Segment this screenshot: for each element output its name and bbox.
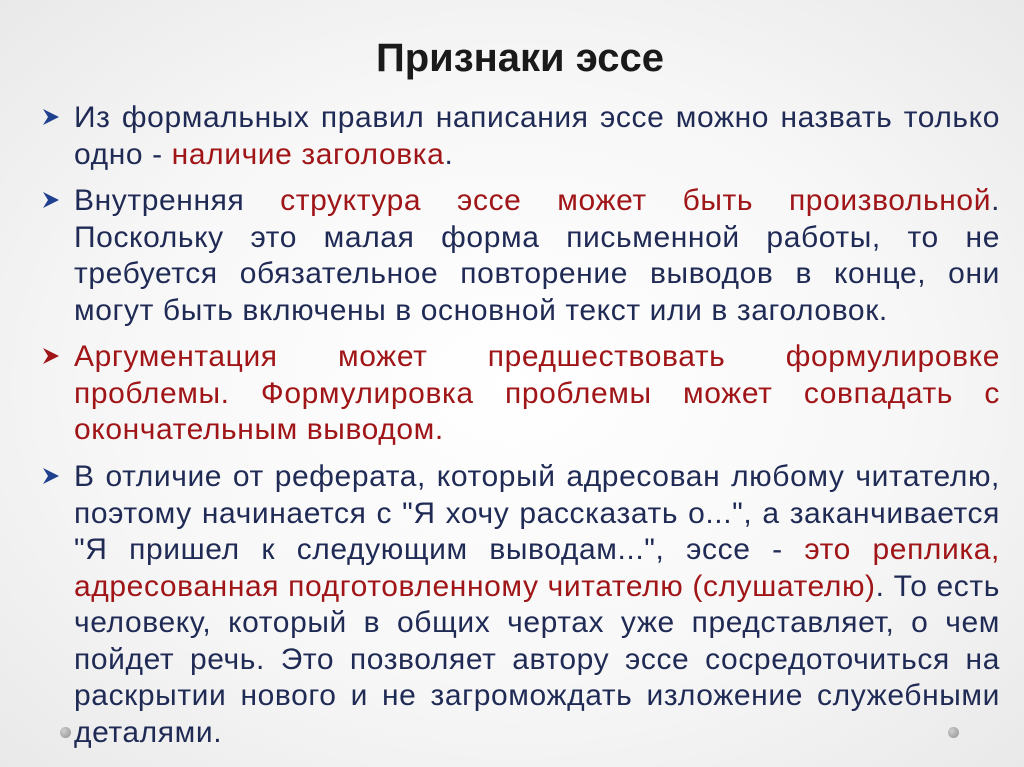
arrowhead-bullet-icon xyxy=(40,345,62,367)
corner-dot-right xyxy=(948,727,959,738)
bullet-text: . xyxy=(444,137,454,171)
bullet-structure xyxy=(74,183,1000,329)
bullet-text: Из формальных правил написания эссе можно назвать только одно - xyxy=(74,101,1000,171)
bullet-text: . Поскольку это малая форма письменной работы, то не требуется обязательное повторение выводов в конце, они могут быть включены в основной текст или в заголовок. xyxy=(74,184,1000,327)
bullet-formal-rules xyxy=(74,100,1000,173)
slide-title: Признаки эссе xyxy=(375,36,665,80)
bullet-argumentation xyxy=(74,339,1000,449)
bullet-comparison xyxy=(74,459,1000,751)
bullet-text: В отличие от реферата, который адресован любому читателю, поэтому начинается с "Я хочу рассказать о...", а заканчивается "Я пришел к следующим выводам...", эссе - xyxy=(74,460,1000,566)
bullet-highlight: это реплика, адресованная подготовленному читателю (слушателю) xyxy=(74,533,1000,603)
bullet-text: Внутренняя xyxy=(74,184,281,217)
arrowhead-bullet-icon xyxy=(40,465,62,487)
bullet-highlight: структура эссе может быть произвольной xyxy=(280,184,992,217)
bullet-text: . То есть человеку, который в общих чертах уже представляет, о чем пойдет речь. Это позволяет автору эссе сосредоточиться на раскрытии нового и не загромождать изложение служебными деталями. xyxy=(74,569,1000,749)
corner-dot-left xyxy=(60,727,71,738)
arrowhead-bullet-icon xyxy=(40,189,62,211)
arrowhead-bullet-icon xyxy=(40,106,62,128)
bullet-text: Аргументация может предшествовать формулировке проблемы. Формулировка проблемы может совпадать с окончательным выводом. xyxy=(74,340,1000,446)
bullet-highlight: наличие заголовка xyxy=(171,137,445,171)
